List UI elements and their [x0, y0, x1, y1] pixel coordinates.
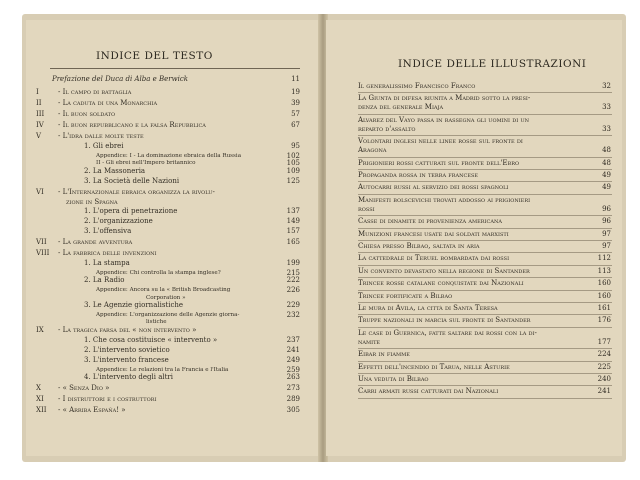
illustration-page: 49	[602, 183, 611, 192]
illustration-caption: Volontari inglesi nelle linee rosse sul fronte di	[358, 137, 523, 146]
appendix-title: Appendice: L'organizzazione delle Agenzie giorna-	[96, 311, 240, 318]
illustration-page: 48	[602, 146, 611, 155]
preface-page: 11	[291, 75, 300, 83]
preface-title: Prefazione del Duca di Alba e Berwick	[52, 75, 189, 83]
illustration-caption-continued: Aragona	[358, 146, 387, 155]
chapter-title: - La caduta di una Monarchia	[58, 99, 158, 108]
illustration-separator	[358, 157, 612, 158]
illustration-page: 241	[597, 387, 611, 396]
illustration-caption: Alvarez del Vayo passa in rassegna gli uomini di un	[358, 115, 530, 124]
page-number: 222	[286, 276, 300, 285]
illustration-page: 97	[602, 229, 611, 238]
chapter-number: XI	[36, 395, 44, 404]
chapter-number: VI	[36, 187, 44, 196]
illustration-caption-continued: rossi	[358, 204, 375, 213]
page-number: 57	[291, 110, 300, 119]
appendix-title: Appendice: Chi controlla la stampa inglese?	[96, 270, 221, 277]
illustration-page: 177	[597, 337, 611, 346]
section-title: 1. Che cosa costituisce « intervento »	[84, 336, 218, 345]
page-number: 215	[286, 269, 300, 278]
page-number: 241	[286, 346, 300, 354]
page-number: 95	[291, 142, 300, 151]
appendix-title-continued: listiche	[146, 318, 167, 325]
illustration-separator	[358, 373, 612, 374]
illustration-caption: La Giunta di difesa riunita a Madrid sotto la presi-	[358, 94, 531, 103]
illustration-page: 96	[602, 217, 611, 226]
section-title: 3. La Società delle Nazioni	[84, 176, 180, 185]
illustration-separator	[358, 290, 612, 291]
illustration-page: 240	[597, 375, 611, 383]
illustration-caption: Autocarri russi al servizio dei rossi spagnoli	[358, 183, 509, 192]
chapter-title: - L'idra dalle molte teste	[58, 132, 144, 141]
illustration-page: 176	[597, 316, 611, 325]
page-number: 229	[286, 300, 300, 309]
illustration-caption: Propaganda rossa in terra francese	[358, 171, 479, 179]
illustration-page: 160	[597, 279, 611, 288]
chapter-title: - La fabbrica delle invenzioni	[58, 249, 157, 258]
illustration-page: 225	[597, 362, 611, 371]
illustration-caption-continued: denza del generale Miaja	[358, 103, 444, 112]
appendix-title: Appendice: Ancora su la « British Broadcasting	[96, 287, 231, 294]
page-number: 249	[286, 355, 300, 364]
illustration-page: 161	[597, 304, 611, 312]
section-title: 1. La stampa	[84, 259, 130, 268]
illustration-separator	[358, 314, 612, 315]
chapter-title: - Il buon repubblicano e la falsa Repubblica	[58, 121, 206, 130]
illustration-separator	[358, 92, 612, 93]
illustration-separator	[358, 240, 612, 241]
page-number: 232	[286, 310, 300, 319]
illustration-caption: Munizioni francesi usate dai soldati marxisti	[358, 229, 509, 238]
illustration-caption: Truppe nazionali in marcia sul fronte di Santander	[358, 316, 531, 325]
page-number: 19	[291, 88, 300, 96]
chapter-title: - « Arriba España! »	[58, 406, 126, 415]
right-page	[326, 20, 622, 456]
illustration-page: 48	[602, 158, 611, 167]
section-title: 1. Gli ebrei	[84, 142, 124, 151]
chapter-title: - I distruttori e i costruttori	[58, 395, 157, 404]
illustration-separator	[358, 385, 612, 386]
illustration-separator	[358, 265, 612, 266]
section-title: 3. Le Agenzie giornalistiche	[84, 300, 184, 309]
page-number: 199	[286, 259, 300, 268]
section-title: 2. L'intervento sovietico	[84, 346, 170, 354]
illustration-page: 160	[597, 291, 611, 300]
illustration-separator	[358, 135, 612, 136]
illustration-separator	[358, 348, 612, 349]
illustration-separator	[358, 215, 612, 216]
chapter-title-continued: zione in Spagna	[66, 197, 118, 206]
page-number: 102	[286, 152, 300, 161]
illustration-separator	[358, 114, 612, 115]
chapter-number: X	[36, 384, 41, 393]
illustration-page: 33	[602, 103, 611, 112]
illustration-page: 49	[602, 171, 611, 179]
section-title: 2. La Radio	[84, 276, 125, 285]
chapter-number: VIII	[36, 249, 50, 258]
section-title: 1. L'opera di penetrazione	[84, 207, 178, 216]
page-number: 273	[286, 384, 300, 393]
page-number: 67	[291, 121, 300, 130]
page-number: 149	[286, 217, 300, 226]
section-title: 3. L'intervento francese	[84, 355, 169, 364]
section-title: 3. L'offensiva	[84, 227, 132, 236]
page-number: 165	[286, 238, 300, 247]
left-heading-rule	[50, 68, 300, 69]
illustration-separator	[358, 302, 612, 303]
chapter-number: II	[36, 99, 42, 108]
illustration-caption: Manifesti bolscevichi trovati addosso ai prigionieri	[358, 195, 531, 204]
left-page	[26, 20, 320, 456]
illustration-caption: La cattedrale di Teruel bombardata dai rossi	[358, 254, 510, 263]
chapter-number: V	[36, 132, 42, 141]
illustration-caption: Una veduta di Bilbao	[358, 375, 429, 383]
page-number: 125	[286, 176, 300, 185]
illustration-page: 113	[597, 266, 611, 275]
illustration-caption: Prigionieri rossi catturati sul fronte dell'Ebro	[358, 158, 520, 167]
book-spread	[22, 14, 626, 462]
page-number: 226	[286, 286, 300, 295]
illustration-caption: Chiesa presso Bilbao, saltata in aria	[358, 242, 480, 250]
illustration-caption: Effetti dell'incendio di Tarua, nelle Asturie	[358, 362, 510, 371]
section-title: 2. La Massoneria	[84, 166, 146, 175]
appendix-title-continued: Corporation »	[146, 294, 186, 301]
illustration-separator	[358, 194, 612, 195]
illustration-caption: Un convento devastato nella regione di Santander	[358, 266, 530, 275]
chapter-number: I	[36, 88, 39, 96]
illustration-page: 112	[597, 254, 611, 263]
page-number: 39	[291, 99, 300, 108]
appendix-title: Appendice: I - La dominazione ebraica della Russia	[96, 153, 242, 160]
illustration-page: 96	[602, 204, 611, 213]
illustration-caption: Trincee rosse catalane conquistate dai Nazionali	[358, 279, 524, 288]
chapter-title: - La grande avventura	[58, 238, 133, 247]
chapter-number: XII	[36, 406, 47, 415]
page-number: 305	[286, 406, 300, 415]
illustration-caption: Eibar in fiamme	[358, 350, 410, 359]
left-page-heading: INDICE DEL TESTO	[96, 50, 213, 62]
page-number: 259	[286, 365, 300, 374]
appendix-title: II - Gli ebrei nell'Impero britannico	[96, 160, 196, 167]
illustration-caption: Le case di Guernica, fatte saltare dai rossi con la di-	[358, 328, 537, 337]
chapter-number: IX	[36, 326, 44, 335]
illustration-caption: Il generalissimo Francisco Franco	[358, 82, 476, 90]
chapter-number: III	[36, 110, 45, 119]
illustration-page: 224	[597, 350, 611, 359]
illustration-separator	[358, 252, 612, 253]
page-number: 237	[286, 336, 300, 345]
chapter-number: IV	[36, 121, 44, 130]
illustration-caption-continued: namite	[358, 337, 381, 346]
page-number: 289	[286, 395, 300, 404]
illustration-caption: Carri armati russi catturati dai Nazionali	[358, 387, 499, 396]
illustration-page: 33	[602, 124, 611, 133]
illustration-caption: Casse di dinamite di provenienza americana	[358, 217, 502, 226]
page-number: 263	[286, 373, 300, 381]
chapter-number: VII	[36, 238, 47, 247]
page-number: 105	[286, 159, 300, 168]
illustration-separator	[358, 169, 612, 170]
illustration-separator	[358, 327, 612, 328]
illustration-separator	[358, 361, 612, 362]
illustration-separator	[358, 181, 612, 182]
illustration-page: 97	[602, 242, 611, 250]
illustration-caption: Trincee fortificate a Bilbao	[358, 291, 453, 300]
page-number: 137	[286, 207, 300, 216]
chapter-title: - Il campo di battaglia	[58, 88, 132, 96]
illustration-page: 32	[602, 82, 611, 90]
appendix-title: Appendice: Le relazioni tra la Francia e l'Italia	[96, 366, 229, 373]
chapter-title: - La tragica farsa del « non intervento »	[58, 326, 197, 335]
right-page-heading: INDICE DELLE ILLUSTRAZIONI	[398, 58, 587, 70]
section-title: 4. L'intervento degli altri	[84, 373, 174, 381]
illustration-separator	[358, 398, 612, 399]
page-number: 157	[286, 227, 300, 236]
page-number: 109	[286, 166, 300, 175]
chapter-title: - « Senza Dio »	[58, 384, 110, 393]
section-title: 2. L'organizzazione	[84, 217, 153, 226]
illustration-caption-continued: reparto d'assalto	[358, 124, 416, 133]
illustration-caption: Le mura di Avila, la città di Santa Teresa	[358, 304, 498, 312]
illustration-separator	[358, 277, 612, 278]
chapter-title: - L'Internazionale ebraica organizza la rivolu-	[58, 187, 215, 196]
illustration-separator	[358, 228, 612, 229]
chapter-title: - Il buon soldato	[58, 110, 116, 119]
